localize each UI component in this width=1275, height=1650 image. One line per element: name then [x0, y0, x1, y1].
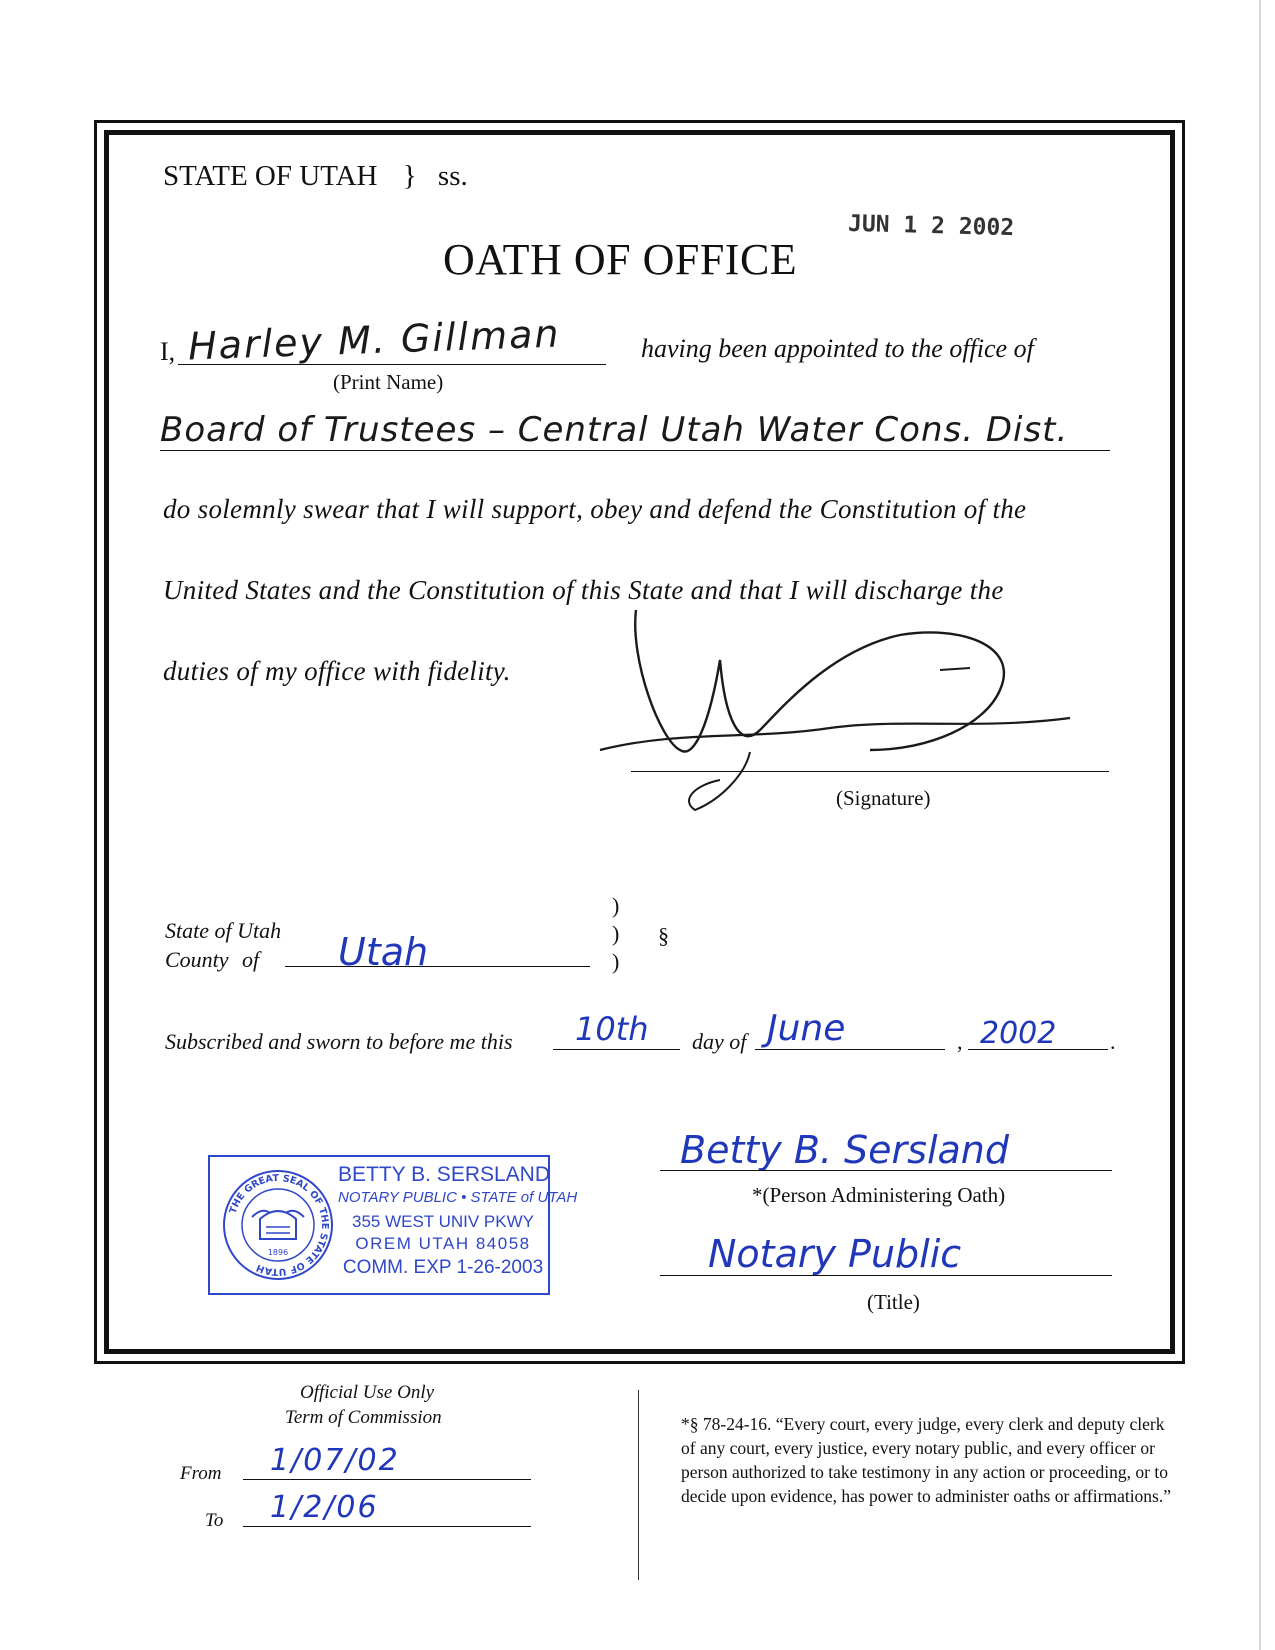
seal-ring-text: THE GREAT SEAL OF THE STATE OF UTAH [227, 1172, 331, 1278]
oath-line-2: United States and the Constitution of this State and that I will discharge the [163, 575, 1004, 605]
state-label: STATE OF UTAH [163, 160, 378, 192]
stamp-name: BETTY B. SERSLAND [338, 1163, 551, 1186]
appointed-text: having been appointed to the office of [641, 334, 1034, 363]
stamp-commission-expiry: COMM. EXP 1-26-2003 [342, 1257, 544, 1278]
sworn-text: Subscribed and sworn to before me this [165, 1029, 513, 1054]
administrator-signature-handwritten: Betty B. Sersland [680, 1128, 1010, 1172]
state-heading [163, 160, 468, 193]
administrator-title-handwritten: Notary Public [708, 1232, 962, 1276]
administrator-signature-line [660, 1170, 1112, 1171]
signature-line [631, 771, 1109, 772]
administrator-title-line [660, 1275, 1112, 1276]
official-use-heading: Official Use Only [300, 1382, 435, 1403]
section-symbol: § [658, 923, 669, 948]
sworn-day-underline [553, 1049, 680, 1050]
signature-caption: (Signature) [836, 786, 931, 810]
day-of-text: day of [692, 1029, 747, 1054]
county-value-handwritten: Utah [338, 930, 429, 974]
venue-state-label: State of Utah [165, 918, 282, 943]
to-date-line [243, 1526, 531, 1527]
venue-county-label: County of [165, 947, 260, 972]
sworn-period: . [1110, 1029, 1116, 1054]
seal-year: 1896 [267, 1248, 289, 1257]
ss-label: ss. [437, 160, 468, 192]
county-underline [285, 966, 590, 967]
administrator-caption: *(Person Administering Oath) [752, 1183, 1006, 1207]
sworn-year-handwritten: 2002 [980, 1016, 1057, 1051]
name-underline [178, 364, 606, 365]
sworn-month-underline [755, 1049, 945, 1050]
stamp-city: OREM UTAH 84058 [355, 1234, 531, 1253]
statute-note: *§ 78-24-16. “Every court, every judge, every clerk and deputy clerk of any court, every justice, every notary public, and every officer or person authorized to take testimony in any action or proceeding, or to decide upon evidence, has power to administer oaths or affirmations.” [681, 1414, 1172, 1506]
term-of-commission-heading: Term of Commission [285, 1407, 442, 1428]
venue-paren-2: ) [612, 921, 620, 946]
stamp-notary-title: NOTARY PUBLIC • STATE of UTAH [338, 1189, 578, 1206]
sworn-year-underline [968, 1049, 1108, 1050]
appointee-name-handwritten: Harley M. Gillman [187, 311, 562, 369]
title-caption: (Title) [867, 1290, 920, 1314]
notary-stamp [208, 1155, 578, 1295]
sworn-month-handwritten: June [767, 1008, 846, 1049]
oath-prefix: I, [160, 337, 176, 366]
from-date-line [243, 1479, 531, 1480]
oath-line-3: duties of my office with fidelity. [163, 656, 511, 686]
scan-page-edge [1259, 0, 1261, 1650]
office-underline [160, 450, 1110, 451]
venue-paren-3: ) [612, 949, 620, 974]
footer-divider [638, 1390, 639, 1580]
brace-symbol: } [402, 160, 417, 192]
from-label: From [180, 1463, 222, 1484]
page-title: OATH OF OFFICE [443, 235, 798, 284]
received-date-stamp: JUN 1 2 2002 [847, 210, 1015, 242]
stamp-address: 355 WEST UNIV PKWY [351, 1212, 534, 1231]
office-handwritten: Board of Trustees – Central Utah Water Cons. Dist. [160, 410, 1069, 450]
sworn-day-handwritten: 10th [575, 1010, 649, 1048]
sworn-comma: , [957, 1029, 963, 1054]
to-date-handwritten: 1/2/06 [270, 1490, 379, 1525]
utah-state-seal [222, 1169, 334, 1281]
venue-paren-1: ) [612, 893, 620, 918]
to-label: To [205, 1510, 224, 1531]
oath-line-1: do solemnly swear that I will support, obey and defend the Constitution of the [163, 494, 1027, 524]
print-name-caption: (Print Name) [333, 370, 444, 394]
from-date-handwritten: 1/07/02 [270, 1443, 400, 1478]
